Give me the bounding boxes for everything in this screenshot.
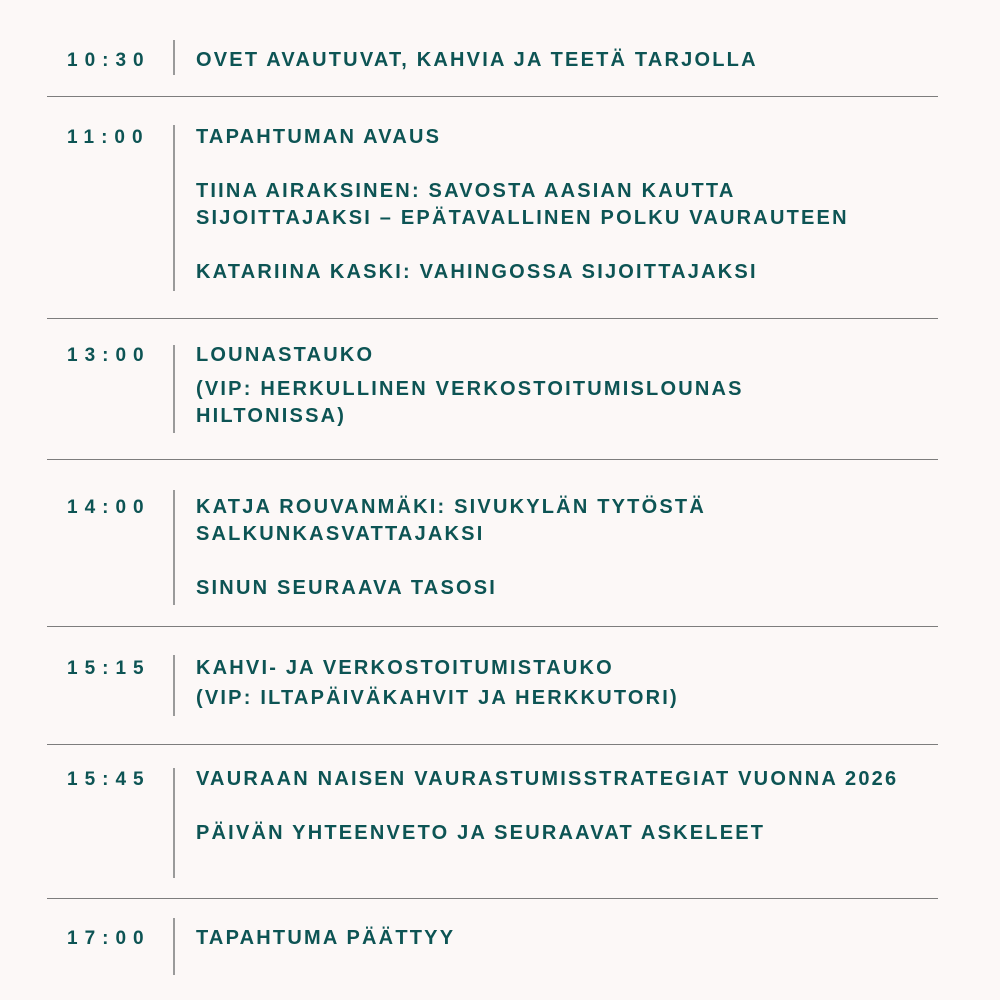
time-label: 14:00	[67, 497, 151, 518]
time-label: 10:30	[67, 50, 151, 71]
row-separator	[47, 898, 938, 899]
divider-vertical	[173, 918, 175, 975]
row-separator	[47, 318, 938, 319]
divider-vertical	[173, 490, 175, 605]
agenda-item: PÄIVÄN YHTEENVETO JA SEURAAVAT ASKELEET	[196, 822, 766, 844]
row-separator	[47, 626, 938, 627]
time-label: 17:00	[67, 928, 151, 949]
time-label: 11:00	[67, 127, 150, 148]
divider-vertical	[173, 125, 175, 291]
divider-vertical	[173, 655, 175, 716]
agenda-item: LOUNASTAUKO	[196, 344, 375, 366]
agenda-item: TIINA AIRAKSINEN: SAVOSTA AASIAN KAUTTA SIJOITTAJAKSI – EPÄTAVALLINEN POLKU VAURAUTEEN	[196, 180, 849, 229]
row-separator	[47, 459, 938, 460]
divider-vertical	[173, 345, 175, 433]
time-label: 13:00	[67, 345, 151, 366]
row-separator	[47, 744, 938, 745]
agenda-item: KAHVI- JA VERKOSTOITUMISTAUKO	[196, 657, 614, 679]
agenda-item: KATJA ROUVANMÄKI: SIVUKYLÄN TYTÖSTÄ SALKUNKASVATTAJAKSI	[196, 496, 706, 545]
agenda-item: SINUN SEURAAVA TASOSI	[196, 577, 498, 599]
divider-vertical	[173, 40, 175, 75]
row-separator	[47, 96, 938, 97]
agenda-item: KATARIINA KASKI: VAHINGOSSA SIJOITTAJAKSI	[196, 261, 758, 283]
agenda-item: TAPAHTUMA PÄÄTTYY	[196, 927, 456, 949]
agenda-item: TAPAHTUMAN AVAUS	[196, 126, 442, 148]
agenda-item: (VIP: HERKULLINEN VERKOSTOITUMISLOUNAS HILTONISSA)	[196, 378, 744, 427]
divider-vertical	[173, 768, 175, 878]
time-label: 15:45	[67, 769, 151, 790]
agenda-item: (VIP: ILTAPÄIVÄKAHVIT JA HERKKUTORI)	[196, 687, 679, 709]
agenda-item: VAURAAN NAISEN VAURASTUMISSTRATEGIAT VUONNA 2026	[196, 768, 899, 790]
agenda-item: OVET AVAUTUVAT, KAHVIA JA TEETÄ TARJOLLA	[196, 49, 758, 71]
time-label: 15:15	[67, 658, 151, 679]
